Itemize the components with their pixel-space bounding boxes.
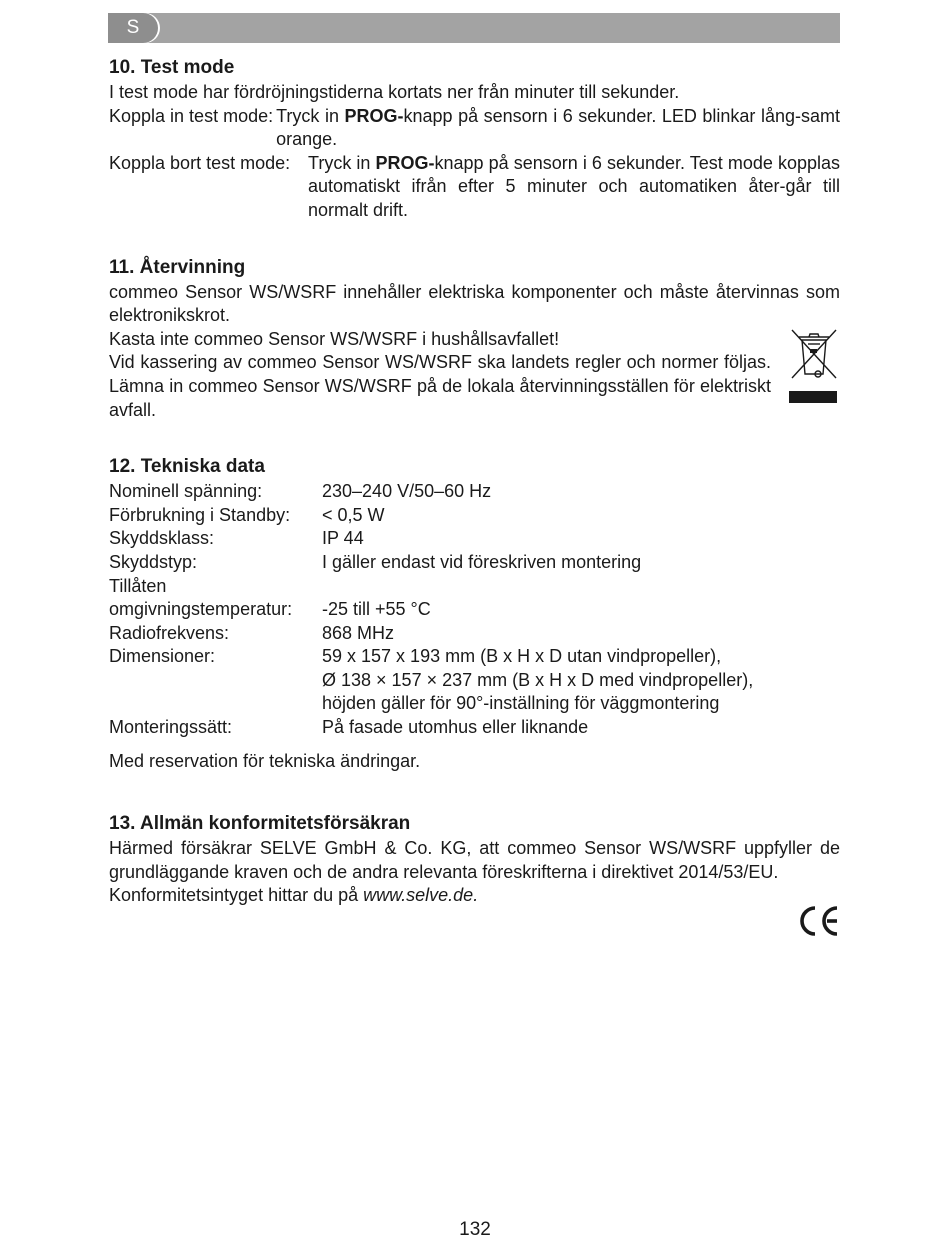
- tech-value: 59 x 157 x 193 mm (B x H x D utan vindpropeller),: [322, 646, 722, 667]
- section-12-title: 12. Tekniska data: [109, 456, 265, 478]
- tech-row: [109, 551, 840, 575]
- tech-data-table: [109, 480, 840, 740]
- tech-value: [322, 575, 840, 599]
- weee-crossed-bin-icon: [788, 328, 840, 404]
- page-content: [109, 55, 840, 918]
- test-mode-on-pre: Tryck in: [276, 105, 345, 126]
- tech-row: [109, 504, 840, 528]
- tech-row: [109, 527, 840, 551]
- test-mode-off-row: [109, 152, 840, 223]
- recycling-block: [109, 328, 840, 422]
- tech-row: [109, 669, 840, 693]
- tech-value: 868 MHz: [322, 622, 395, 643]
- test-mode-off-text: [308, 152, 840, 223]
- section-11-p3: Vid kassering av commeo Sensor WS/WSRF ska landets regler och normer följas. Lämna in commeo Sensor WS/WSRF på de lokala återvinningsställen för elektriskt avfall.: [109, 352, 771, 420]
- tech-value: Ø 138 × 157 × 237 mm (B x H x D med vindpropeller),: [322, 669, 754, 690]
- page-number: 132: [459, 1219, 491, 1240]
- test-mode-off-pre: Tryck in: [308, 152, 376, 173]
- tech-key: Skyddsklass:: [109, 528, 215, 549]
- section-11-p1: commeo Sensor WS/WSRF innehåller elektriska komponenter och måste återvinnas som elektronikskrot.: [109, 281, 840, 326]
- section-13-text: Härmed försäkrar SELVE GmbH & Co. KG, att commeo Sensor WS/WSRF uppfyller de grundläggande kraven och de andra relevanta föreskrifterna i direktivet 2014/53/EU.: [109, 838, 840, 882]
- tech-row: [109, 645, 840, 669]
- tech-key: Dimensioner:: [109, 646, 216, 667]
- tech-key: Tillåten: [109, 575, 167, 596]
- tech-value: På fasade utomhus eller liknande: [322, 717, 589, 738]
- tech-value: < 0,5 W: [322, 504, 385, 525]
- test-mode-off-label: Koppla bort test mode:: [109, 152, 291, 173]
- section-11-title: 11. Återvinning: [109, 256, 246, 278]
- tech-key: Radiofrekvens:: [109, 622, 230, 643]
- tech-key: [109, 692, 322, 716]
- tech-row: [109, 598, 840, 622]
- section-11-p2: Kasta inte commeo Sensor WS/WSRF i hushållsavfallet!: [109, 328, 560, 349]
- section-13-title: 13. Allmän konformitetsförsäkran: [109, 813, 411, 835]
- section-13-link-line: [109, 884, 840, 908]
- tech-value: IP 44: [322, 528, 364, 549]
- test-mode-on-label: Koppla in test mode:: [109, 105, 274, 126]
- section-10-intro: I test mode har fördröjningstiderna kortats ner från minuter till sekunder.: [109, 82, 680, 102]
- tech-value: -25 till +55 °C: [322, 599, 431, 620]
- tech-key: [109, 669, 322, 693]
- header-bar: [108, 13, 840, 43]
- ce-mark-icon: [796, 904, 840, 938]
- tech-key: Monteringssätt:: [109, 717, 233, 738]
- test-mode-off-post: knapp på sensorn i 6 sekunder. Test mode kopplas automatiskt ifrån efter 5 minuter och automatiken åter-går till normalt drift.: [308, 152, 840, 220]
- tech-key: Förbrukning i Standby:: [109, 504, 291, 525]
- tech-row: [109, 622, 840, 646]
- selve-link[interactable]: www.selve.de.: [363, 885, 479, 906]
- tech-row: [109, 480, 840, 504]
- tech-value: 230–240 V/50–60 Hz: [322, 481, 492, 502]
- tech-note: Med reservation för tekniska ändringar.: [109, 750, 421, 771]
- tech-row: [109, 692, 840, 716]
- prog-key-label: PROG-: [375, 152, 435, 173]
- prog-key-label: PROG-: [344, 105, 404, 126]
- language-tab: S: [108, 13, 158, 43]
- tech-key: Skyddstyp:: [109, 551, 198, 572]
- tech-key: omgivningstemperatur:: [109, 599, 293, 620]
- section-10-title: 10. Test mode: [109, 57, 235, 78]
- link-prefix: Konformitetsintyget hittar du på: [109, 885, 364, 906]
- tech-value: I gäller endast vid föreskriven montering: [322, 551, 642, 572]
- test-mode-on-text: [276, 105, 840, 152]
- tech-value: höjden gäller för 90°-inställning för väggmontering: [322, 693, 720, 714]
- test-mode-on-row: [109, 105, 840, 152]
- tech-key: Nominell spänning:: [109, 481, 263, 502]
- tech-row: [109, 575, 840, 599]
- tech-row: [109, 716, 840, 740]
- test-mode-on-post: knapp på sensorn i 6 sekunder. LED blinkar lång-samt orange.: [276, 105, 840, 150]
